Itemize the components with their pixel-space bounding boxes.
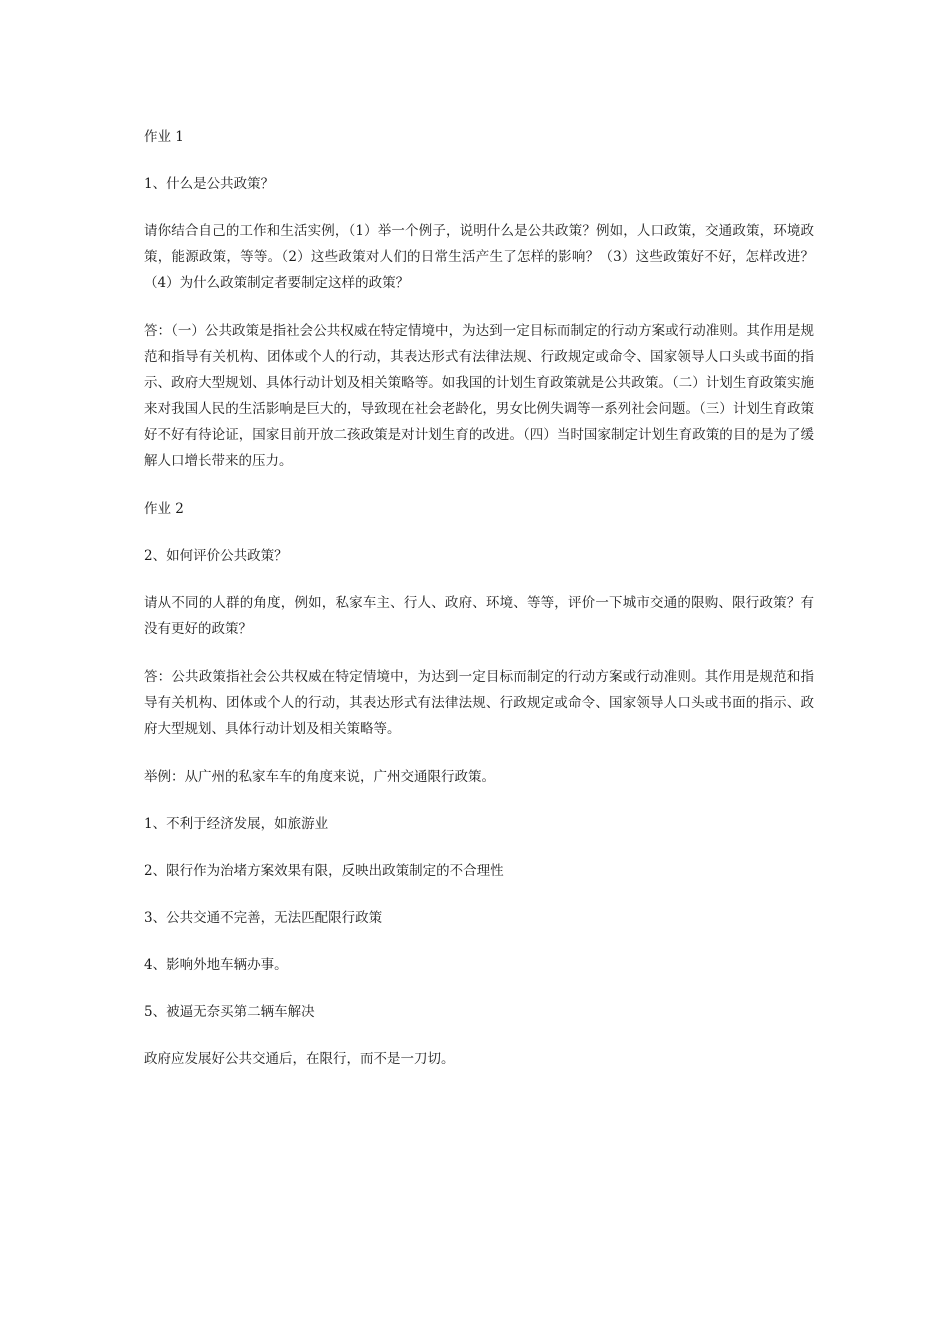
- list-item: 3、公共交通不完善，无法匹配限行政策: [144, 910, 383, 926]
- heading-homework-1: 作业 1: [144, 129, 184, 145]
- example-intro: 举例：从广州的私家车车的角度来说，广州交通限行政策。: [144, 769, 495, 785]
- list-item: 4、影响外地车辆办事。: [144, 957, 288, 973]
- heading-homework-2: 作业 2: [144, 501, 184, 517]
- question-1-prompt: 请你结合自己的工作和生活实例，（1）举一个例子，说明什么是公共政策？例如，人口政策，交通政策，环境政策，能源政策，等等。（2）这些政策对人们的日常生活产生了怎样的影响？（3）这些政策好不好，怎样改进？（4）为什么政策制定者要制定这样的政策？: [144, 223, 814, 291]
- question-2-prompt: 请从不同的人群的角度，例如，私家车主、行人、政府、环境、等等，评价一下城市交通的限购、限行政策？有没有更好的政策？: [144, 595, 814, 637]
- document-page: [144, 124, 814, 1093]
- list-item: 2、限行作为治堵方案效果有限，反映出政策制定的不合理性: [144, 863, 504, 879]
- conclusion: 政府应发展好公共交通后，在限行，而不是一刀切。: [144, 1051, 455, 1067]
- question-2-answer: 答：公共政策指社会公共权威在特定情境中，为达到一定目标而制定的行动方案或行动准则。其作用是规范和指导有关机构、团体或个人的行动，其表达形式有法律法规、行政规定或命令、国家领导人口头或书面的指示、政府大型规划、具体行动计划及相关策略等。: [144, 669, 814, 737]
- question-1-title: 1、什么是公共政策？: [144, 176, 275, 192]
- question-1-answer: 答：（一）公共政策是指社会公共权威在特定情境中，为达到一定目标而制定的行动方案或行动准则。其作用是规范和指导有关机构、团体或个人的行动，其表达形式有法律法规、行政规定或命令、国家领导人口头或书面的指示、政府大型规划、具体行动计划及相关策略等。如我国的计划生育政策就是公共政策。（二）计划生育政策实施来对我国人民的生活影响是巨大的，导致现在社会老龄化，男女比例失调等一系列社会问题。（三）计划生育政策好不好有待论证，国家目前开放二孩政策是对计划生育的改进。（四）当时国家制定计划生育政策的目的是为了缓解人口增长带来的压力。: [144, 323, 814, 469]
- question-2-title: 2、如何评价公共政策？: [144, 548, 288, 564]
- list-item: 1、不利于经济发展，如旅游业: [144, 816, 329, 832]
- list-item: 5、被逼无奈买第二辆车解决: [144, 1004, 315, 1020]
